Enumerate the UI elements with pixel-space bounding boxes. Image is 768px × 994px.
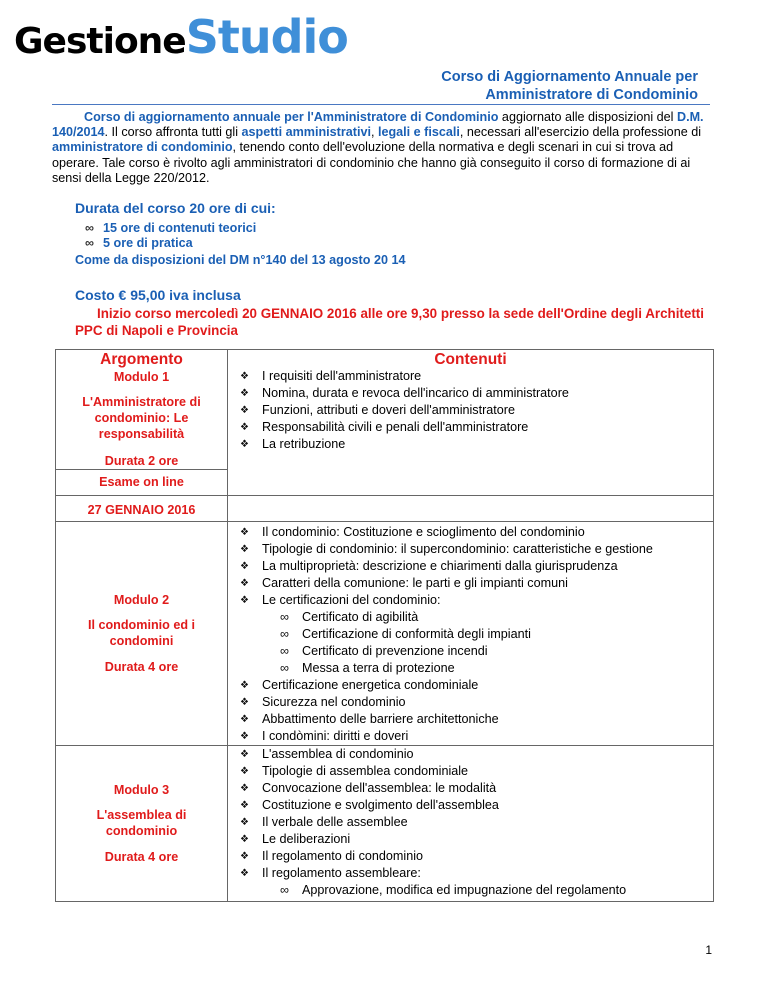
list-item — [240, 677, 713, 694]
module-duration: Durata 4 ore — [104, 660, 179, 674]
module-1-cell — [56, 350, 228, 470]
list-item — [240, 368, 713, 385]
list-item — [240, 831, 713, 848]
list-item-label: Nomina, durata e revoca dell'incarico di amministratore — [262, 386, 569, 400]
list-item-label: Tipologie di condominio: il supercondominio: caratteristiche e gestione — [262, 542, 653, 556]
diamond-bullet-icon: ❖ — [240, 680, 249, 691]
sub-list-item — [240, 609, 713, 626]
exam-date-blank — [228, 496, 714, 522]
sub-list-item-label: Certificazione di conformità degli impianti — [302, 627, 531, 641]
infinity-bullet-icon: ∞ — [280, 661, 289, 675]
list-item-label: Abbattimento delle barriere architettoniche — [262, 712, 499, 726]
list-item-label: Sicurezza nel condominio — [262, 695, 406, 709]
list-item-label: Funzioni, attributi e doveri dell'amministratore — [262, 403, 515, 417]
diamond-bullet-icon: ❖ — [240, 714, 249, 725]
list-item-label: I condòmini: diritti e doveri — [262, 729, 409, 743]
infinity-bullet-icon: ∞ — [85, 221, 94, 235]
list-item — [240, 524, 713, 541]
diamond-bullet-icon: ❖ — [240, 595, 249, 606]
diamond-bullet-icon: ❖ — [240, 527, 249, 538]
diamond-bullet-icon: ❖ — [240, 697, 249, 708]
diamond-bullet-icon: ❖ — [240, 868, 249, 879]
sub-list-item — [240, 660, 713, 677]
module-2-list — [228, 524, 713, 609]
intro-t4: . Il corso affronta tutti gli — [104, 125, 242, 140]
diamond-bullet-icon: ❖ — [240, 731, 249, 742]
logo-part-2: Studio — [185, 10, 348, 64]
diamond-bullet-icon: ❖ — [240, 371, 249, 382]
sub-list-item-label: Messa a terra di protezione — [302, 661, 455, 675]
list-item — [240, 728, 713, 745]
intro-paragraph — [52, 110, 710, 186]
diamond-bullet-icon: ❖ — [240, 561, 249, 572]
module-title: Modulo 1 — [113, 370, 170, 384]
exam-label: Esame on line — [99, 475, 184, 489]
list-item-label: Caratteri della comunione: le parti e gli impianti comuni — [262, 576, 568, 590]
course-start: Inizio corso mercoledì 20 GENNAIO 2016 alle ore 9,30 presso la sede dell'Ordine degli Architetti PPC di Napoli e Provincia — [75, 306, 704, 338]
module-2-sublist — [228, 609, 713, 677]
module-title: Modulo 2 — [113, 593, 170, 607]
diamond-bullet-icon: ❖ — [240, 439, 249, 450]
list-item — [240, 694, 713, 711]
intro-t5: aspetti amministrativi — [241, 125, 371, 140]
intro-t1: Corso di aggiornamento annuale per l'Amministratore di Condominio — [84, 110, 499, 124]
list-item-label: L'assemblea di condominio — [262, 747, 414, 761]
infinity-bullet-icon: ∞ — [280, 627, 289, 641]
list-item-label: Certificazione energetica condominiale — [262, 678, 479, 692]
column-header-contenuti: Contenuti — [434, 351, 507, 368]
duration-heading: Durata del corso 20 ore di cui: — [75, 200, 276, 216]
intro-t8: , necessari all'esercizio della professione di — [459, 125, 701, 140]
module-1-list — [228, 368, 713, 453]
list-item-label: La multiproprietà: descrizione e chiarimenti dalla giurisprudenza — [262, 559, 618, 573]
sub-list-item-label: Certificato di prevenzione incendi — [302, 644, 488, 658]
module-1-contents — [228, 350, 714, 496]
list-item-label: Le certificazioni del condominio: — [262, 593, 441, 607]
exam-cell — [56, 470, 228, 496]
list-item-label: Il regolamento di condominio — [262, 849, 424, 863]
duration-item-label: 5 ore di pratica — [103, 236, 193, 250]
list-item-label: Il regolamento assembleare: — [262, 866, 421, 880]
exam-date-cell — [56, 496, 228, 522]
module-duration: Durata 4 ore — [104, 850, 179, 864]
list-item — [240, 763, 713, 780]
program-table — [55, 349, 714, 902]
module-3-list — [228, 746, 713, 882]
list-item-label: Convocazione dell'assemblea: le modalità — [262, 781, 497, 795]
diamond-bullet-icon: ❖ — [240, 388, 249, 399]
diamond-bullet-icon: ❖ — [240, 834, 249, 845]
header-line-1: Corso di Aggiornamento Annuale per — [441, 69, 698, 85]
diamond-bullet-icon: ❖ — [240, 544, 249, 555]
intro-t9: amministratore di condominio — [52, 140, 233, 155]
module-2-cell — [56, 522, 228, 746]
module-name: L'assemblea di condominio — [96, 808, 187, 838]
document-header — [441, 68, 698, 104]
infinity-bullet-icon: ∞ — [280, 644, 289, 658]
duration-item-label: 15 ore di contenuti teorici — [103, 221, 257, 235]
module-title: Modulo 3 — [113, 783, 170, 797]
list-item-label: Le deliberazioni — [262, 832, 351, 846]
diamond-bullet-icon: ❖ — [240, 749, 249, 760]
list-item — [240, 575, 713, 592]
list-item — [240, 436, 713, 453]
list-item — [240, 746, 713, 763]
diamond-bullet-icon: ❖ — [240, 422, 249, 433]
module-3-contents — [228, 746, 714, 902]
diamond-bullet-icon: ❖ — [240, 405, 249, 416]
list-item — [240, 797, 713, 814]
diamond-bullet-icon: ❖ — [240, 783, 249, 794]
list-item — [240, 558, 713, 575]
sub-list-item — [240, 643, 713, 660]
module-duration: Durata 2 ore — [104, 454, 179, 468]
module-2-contents — [228, 522, 714, 746]
sub-list-item-label: Approvazione, modifica ed impugnazione del regolamento — [302, 883, 627, 897]
module-name: L'Amministratore di condominio: Le responsabilità — [82, 395, 201, 441]
exam-date: 27 GENNAIO 2016 — [87, 503, 196, 517]
logo-part-1: Gestione — [14, 21, 186, 62]
page-number: 1 — [705, 943, 712, 957]
duration-section — [75, 200, 695, 268]
diamond-bullet-icon: ❖ — [240, 800, 249, 811]
list-item-label: I requisiti dell'amministratore — [262, 369, 422, 383]
list-item-label: Responsabilità civili e penali dell'amministratore — [262, 420, 529, 434]
column-header-argomento: Argomento — [100, 351, 183, 368]
list-item — [240, 814, 713, 831]
list-item — [240, 541, 713, 558]
list-item — [240, 592, 713, 609]
infinity-bullet-icon: ∞ — [280, 610, 289, 624]
duration-item — [75, 236, 695, 251]
list-item-label: Il verbale delle assemblee — [262, 815, 408, 829]
diamond-bullet-icon: ❖ — [240, 766, 249, 777]
sub-list-item — [240, 882, 713, 899]
header-line-2: Amministratore di Condominio — [485, 87, 698, 103]
diamond-bullet-icon: ❖ — [240, 578, 249, 589]
list-item — [240, 419, 713, 436]
module-name: Il condominio ed i condomini — [87, 618, 196, 648]
dm-reference: Come da disposizioni del DM n°140 del 13 agosto 20 14 — [75, 253, 406, 267]
list-item — [240, 780, 713, 797]
course-cost: Costo € 95,00 iva inclusa — [75, 287, 241, 303]
infinity-bullet-icon: ∞ — [85, 236, 94, 250]
intro-t6: , — [370, 125, 378, 140]
list-item — [240, 711, 713, 728]
header-rule — [52, 104, 710, 105]
list-item — [240, 848, 713, 865]
list-item-label: Tipologie di assemblea condominiale — [262, 764, 469, 778]
sub-list-item-label: Certificato di agibilità — [302, 610, 419, 624]
list-item-label: La retribuzione — [262, 437, 346, 451]
intro-t7: legali e fiscali — [377, 125, 460, 140]
intro-t10: , tenendo conto dell'evoluzione della normativa e degli scenari in cui si trova ad operare. Tale corso è rivolto agli amministratori di condominio che hanno già conseguito il corso di formazione di ai sensi della Legge 220/2012. — [52, 140, 691, 185]
diamond-bullet-icon: ❖ — [240, 851, 249, 862]
infinity-bullet-icon: ∞ — [280, 883, 289, 897]
intro-t2: aggiornato alle disposizioni del — [498, 110, 677, 124]
list-item — [240, 385, 713, 402]
module-3-sublist — [228, 882, 713, 899]
module-3-cell — [56, 746, 228, 902]
list-item-label: Costituzione e svolgimento dell'assemblea — [262, 798, 499, 812]
list-item — [240, 865, 713, 882]
logo — [14, 10, 348, 64]
diamond-bullet-icon: ❖ — [240, 817, 249, 828]
duration-item — [75, 221, 695, 236]
list-item — [240, 402, 713, 419]
module-2-list-b — [228, 677, 713, 745]
list-item-label: Il condominio: Costituzione e scioglimento del condominio — [262, 525, 585, 539]
sub-list-item — [240, 626, 713, 643]
intro-t3: D.M. 140/2014 — [52, 110, 704, 140]
